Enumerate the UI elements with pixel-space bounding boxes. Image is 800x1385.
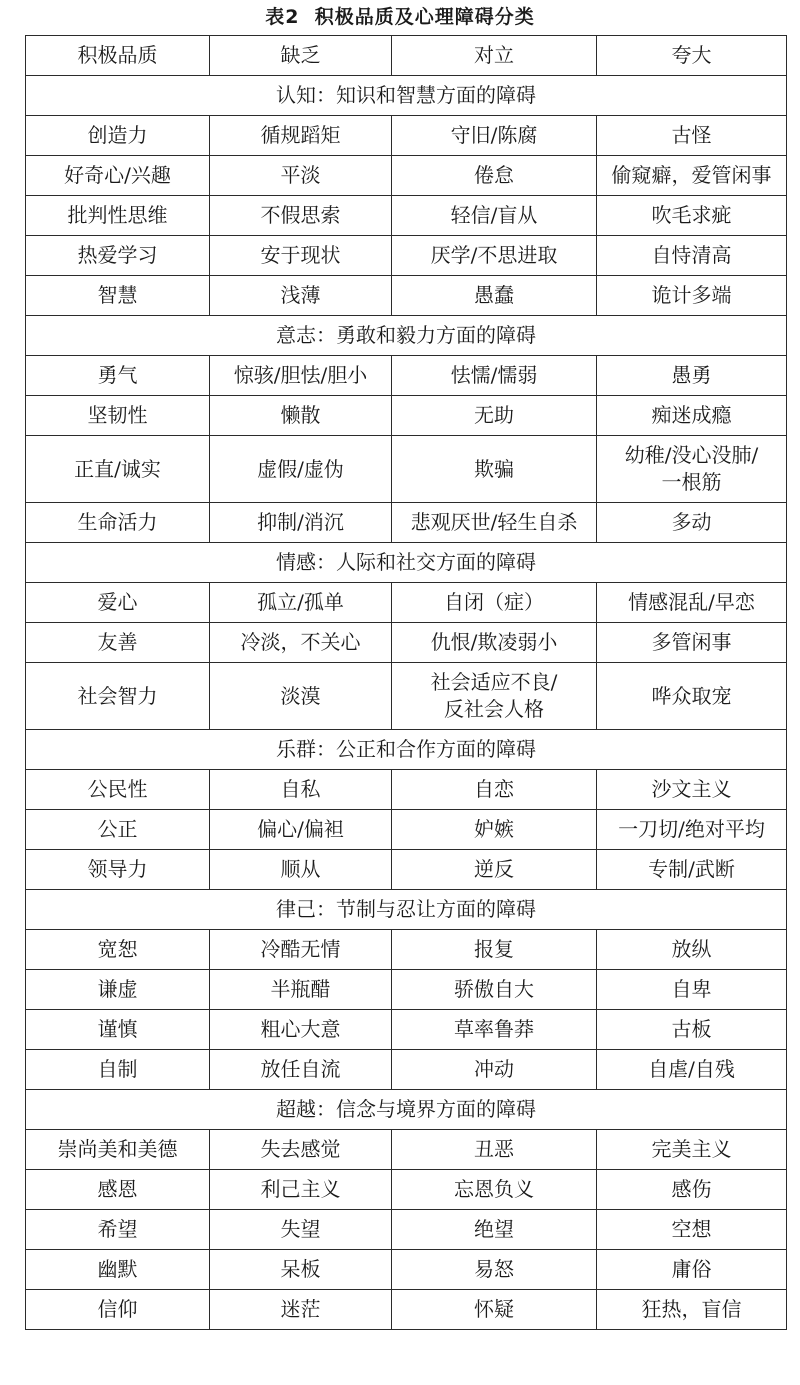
cell-excess: 古怪 [597, 116, 787, 156]
cell-quality: 好奇心/兴趣 [26, 156, 210, 196]
cell-quality: 希望 [26, 1210, 210, 1250]
table-row [26, 1170, 787, 1210]
cell-opposite: 仇恨/欺凌弱小 [392, 623, 597, 663]
cell-lack: 抑制/消沉 [210, 503, 392, 543]
cell-quality: 幽默 [26, 1250, 210, 1290]
cell-opposite: 厌学/不思进取 [392, 236, 597, 276]
table-row [26, 850, 787, 890]
cell-excess: 自卑 [597, 970, 787, 1010]
cell-quality: 爱心 [26, 583, 210, 623]
cell-lack: 偏心/偏袒 [210, 810, 392, 850]
table-row [26, 1130, 787, 1170]
cell-excess: 多动 [597, 503, 787, 543]
cell-excess: 偷窥癖，爱管闲事 [597, 156, 787, 196]
header-lack: 缺乏 [210, 36, 392, 76]
header-excess: 夸大 [597, 36, 787, 76]
cell-quality: 创造力 [26, 116, 210, 156]
cell-lack: 迷茫 [210, 1290, 392, 1330]
cell-excess: 自恃清高 [597, 236, 787, 276]
table-row [26, 1290, 787, 1330]
cell-lack: 孤立/孤单 [210, 583, 392, 623]
cell-excess: 专制/武断 [597, 850, 787, 890]
table-row [26, 116, 787, 156]
section-row [26, 543, 787, 583]
table-row [26, 623, 787, 663]
table-row [26, 503, 787, 543]
cell-excess: 诡计多端 [597, 276, 787, 316]
cell-excess: 古板 [597, 1010, 787, 1050]
cell-lack: 利己主义 [210, 1170, 392, 1210]
cell-lack: 顺从 [210, 850, 392, 890]
cell-excess: 狂热，盲信 [597, 1290, 787, 1330]
table-row [26, 1050, 787, 1090]
cell-quality: 智慧 [26, 276, 210, 316]
header-quality: 积极品质 [26, 36, 210, 76]
cell-quality: 公民性 [26, 770, 210, 810]
cell-excess: 吹毛求疵 [597, 196, 787, 236]
cell-opposite: 骄傲自大 [392, 970, 597, 1010]
cell-opposite: 妒嫉 [392, 810, 597, 850]
cell-lack: 失望 [210, 1210, 392, 1250]
section-title: 乐群：公正和合作方面的障碍 [26, 730, 787, 770]
table-row [26, 1010, 787, 1050]
cell-lack: 不假思索 [210, 196, 392, 236]
table-row [26, 663, 787, 730]
table-row [26, 810, 787, 850]
cell-opposite: 轻信/盲从 [392, 196, 597, 236]
cell-opposite: 丑恶 [392, 1130, 597, 1170]
cell-opposite: 愚蠢 [392, 276, 597, 316]
section-row [26, 730, 787, 770]
cell-lack: 呆板 [210, 1250, 392, 1290]
cell-opposite: 逆反 [392, 850, 597, 890]
cell-excess: 痴迷成瘾 [597, 396, 787, 436]
cell-excess: 一刀切/绝对平均 [597, 810, 787, 850]
table-row [26, 1210, 787, 1250]
cell-quality: 坚韧性 [26, 396, 210, 436]
cell-quality: 领导力 [26, 850, 210, 890]
cell-quality: 社会智力 [26, 663, 210, 730]
cell-quality: 勇气 [26, 356, 210, 396]
cell-lack: 冷淡，不关心 [210, 623, 392, 663]
cell-quality: 生命活力 [26, 503, 210, 543]
cell-opposite: 怯懦/懦弱 [392, 356, 597, 396]
section-row [26, 1090, 787, 1130]
cell-opposite: 守旧/陈腐 [392, 116, 597, 156]
cell-quality: 崇尚美和美德 [26, 1130, 210, 1170]
cell-quality: 正直/诚实 [26, 436, 210, 503]
section-title: 情感：人际和社交方面的障碍 [26, 543, 787, 583]
cell-lack: 冷酷无情 [210, 930, 392, 970]
table-row [26, 583, 787, 623]
cell-quality: 感恩 [26, 1170, 210, 1210]
cell-quality: 宽恕 [26, 930, 210, 970]
cell-excess: 放纵 [597, 930, 787, 970]
cell-opposite: 悲观厌世/轻生自杀 [392, 503, 597, 543]
cell-quality: 批判性思维 [26, 196, 210, 236]
cell-excess: 情感混乱/早恋 [597, 583, 787, 623]
cell-lack: 失去感觉 [210, 1130, 392, 1170]
cell-opposite: 怀疑 [392, 1290, 597, 1330]
table-row [26, 396, 787, 436]
table-row [26, 276, 787, 316]
cell-quality: 自制 [26, 1050, 210, 1090]
cell-quality: 信仰 [26, 1290, 210, 1330]
section-title: 认知：知识和智慧方面的障碍 [26, 76, 787, 116]
cell-quality: 公正 [26, 810, 210, 850]
cell-quality: 友善 [26, 623, 210, 663]
section-title: 律己：节制与忍让方面的障碍 [26, 890, 787, 930]
cell-lack: 懒散 [210, 396, 392, 436]
header-opposite: 对立 [392, 36, 597, 76]
table-row [26, 356, 787, 396]
cell-lack: 浅薄 [210, 276, 392, 316]
section-row [26, 76, 787, 116]
cell-excess: 愚勇 [597, 356, 787, 396]
cell-excess: 完美主义 [597, 1130, 787, 1170]
cell-lack: 放任自流 [210, 1050, 392, 1090]
cell-excess: 幼稚/没心没肺/ 一根筋 [597, 436, 787, 503]
cell-opposite: 易怒 [392, 1250, 597, 1290]
cell-quality: 谦虚 [26, 970, 210, 1010]
cell-opposite: 倦怠 [392, 156, 597, 196]
table-row [26, 156, 787, 196]
cell-opposite: 无助 [392, 396, 597, 436]
cell-excess: 感伤 [597, 1170, 787, 1210]
cell-opposite: 自恋 [392, 770, 597, 810]
cell-lack: 粗心大意 [210, 1010, 392, 1050]
cell-excess: 自虐/自残 [597, 1050, 787, 1090]
cell-lack: 循规蹈矩 [210, 116, 392, 156]
cell-excess: 沙文主义 [597, 770, 787, 810]
cell-opposite: 自闭（症） [392, 583, 597, 623]
cell-lack: 自私 [210, 770, 392, 810]
cell-lack: 安于现状 [210, 236, 392, 276]
cell-lack: 虚假/虚伪 [210, 436, 392, 503]
section-row [26, 890, 787, 930]
section-title: 超越：信念与境界方面的障碍 [26, 1090, 787, 1130]
cell-opposite: 冲动 [392, 1050, 597, 1090]
character-strengths-table [25, 35, 787, 1330]
cell-quality: 热爱学习 [26, 236, 210, 276]
table-caption: 表2 积极品质及心理障碍分类 [265, 6, 535, 28]
table-row [26, 436, 787, 503]
table-row [26, 196, 787, 236]
cell-excess: 哗众取宠 [597, 663, 787, 730]
cell-lack: 平淡 [210, 156, 392, 196]
cell-lack: 惊骇/胆怯/胆小 [210, 356, 392, 396]
cell-lack: 淡漠 [210, 663, 392, 730]
cell-excess: 多管闲事 [597, 623, 787, 663]
cell-lack: 半瓶醋 [210, 970, 392, 1010]
cell-excess: 空想 [597, 1210, 787, 1250]
section-row [26, 316, 787, 356]
cell-opposite: 草率鲁莽 [392, 1010, 597, 1050]
section-title: 意志：勇敢和毅力方面的障碍 [26, 316, 787, 356]
table-row [26, 236, 787, 276]
cell-quality: 谨慎 [26, 1010, 210, 1050]
cell-opposite: 报复 [392, 930, 597, 970]
cell-opposite: 绝望 [392, 1210, 597, 1250]
cell-opposite: 欺骗 [392, 436, 597, 503]
table-row [26, 1250, 787, 1290]
cell-opposite: 社会适应不良/ 反社会人格 [392, 663, 597, 730]
cell-opposite: 忘恩负义 [392, 1170, 597, 1210]
cell-excess: 庸俗 [597, 1250, 787, 1290]
table-row [26, 970, 787, 1010]
table-row [26, 930, 787, 970]
table-row [26, 770, 787, 810]
header-row [26, 36, 787, 76]
